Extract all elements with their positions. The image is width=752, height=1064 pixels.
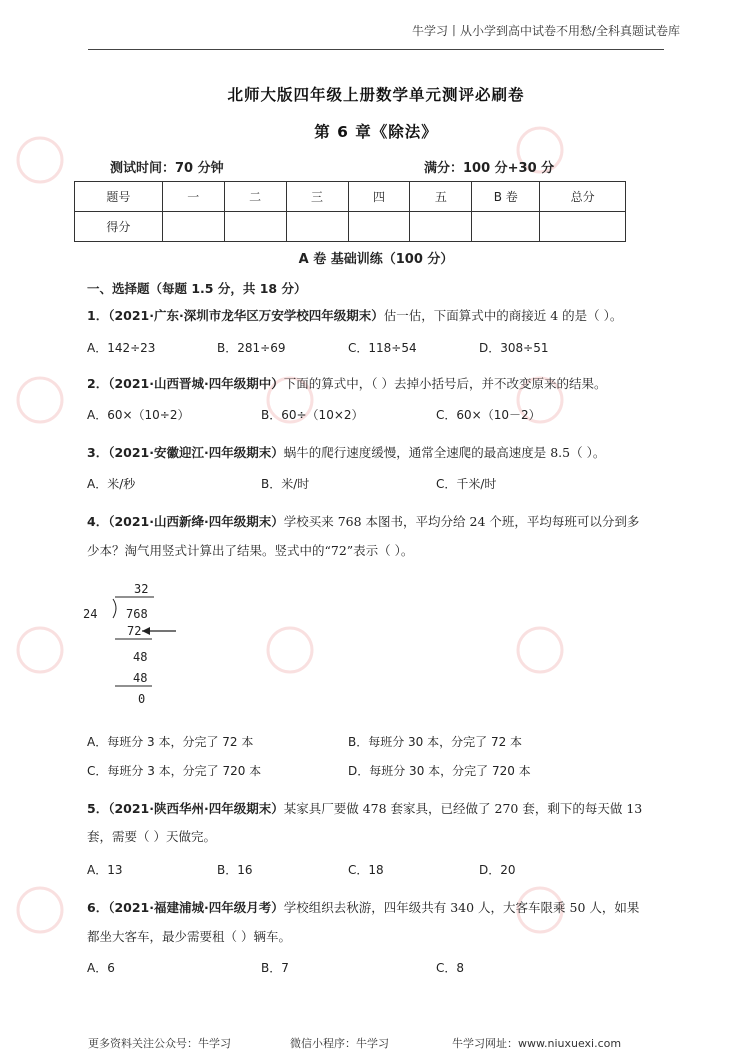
question-source: （2021·福建浦城·四年级月考） [108,900,284,915]
question-3 [87,443,677,463]
option-4c: C．每班分 3 本，分完了 720 本 [87,764,262,778]
watermark-logo-icon [18,378,62,422]
document-title: 北师大版四年级上册数学单元测评必刷卷 [227,86,525,104]
question-text: 下面的算式中，（ ）去掉小括号后，并不改变原来的结果。 [283,376,607,391]
score-table-score-row [75,212,626,242]
division-remainder-2: 0 [138,692,146,706]
question-text: 估一估，下面算式中的商接近 4 的是（ ）。 [383,308,623,323]
question-1 [87,306,677,326]
table-header-cell: 二 [224,182,286,212]
section-1-heading: 一、选择题（每题 1.5 分，共 18 分） [87,281,307,296]
division-partial-product-2: 48 [133,671,148,685]
option-2b: B．60÷（10×2） [261,408,364,422]
watermark-logo-icon [518,628,562,672]
watermark-logo-icon [268,628,312,672]
score-cell [410,212,472,242]
question-5 [87,799,677,819]
option-6b: B．7 [261,961,289,975]
full-score: 满分：100 分+30 分 [424,161,555,176]
question-number: 5． [87,801,109,816]
question-source: （2021·山西新绛·四年级期末） [108,514,284,529]
score-cell [286,212,348,242]
question-number: 2． [87,376,109,391]
question-text: 学校买来 768 本图书，平均分给 24 个班，平均每班可以分到多 [283,514,640,529]
division-quotient: 32 [134,582,149,596]
question-source: （2021·山西晋城·四年级期中） [108,376,284,391]
question-number: 4． [87,514,109,529]
chapter-title: 第 6 章《除法》 [314,123,438,141]
section-a-heading: A 卷 基础训练（100 分） [298,252,454,267]
question-number: 3． [87,445,109,460]
division-dividend: 768 [126,607,148,621]
option-2a: A．60×（10÷2） [87,408,190,422]
score-row-label: 得分 [75,212,163,242]
option-1c: C．118÷54 [348,341,417,355]
division-bracket [113,599,116,618]
table-header-cell: 总分 [540,182,626,212]
score-cell [540,212,626,242]
watermark-logo-icon [18,628,62,672]
option-4a: A．每班分 3 本，分完了 72 本 [87,735,254,749]
footer-wechat-account: 更多资料关注公众号：牛学习 [88,1037,231,1050]
question-5-line2: 套，需要（ ）天做完。 [87,829,216,844]
option-5b: B．16 [217,863,253,877]
option-1a: A．142÷23 [87,341,156,355]
watermark-logo-icon [18,888,62,932]
option-1b: B．281÷69 [217,341,286,355]
question-text: 蜗牛的爬行速度缓慢，通常全速爬的最高速度是 8.5（ ）。 [283,445,606,460]
watermark-logo-icon [18,138,62,182]
question-number: 1． [87,308,109,323]
question-4-line2: 少本？淘气用竖式计算出了结果。竖式中的“72”表示（ ）。 [87,543,414,558]
option-5a: A．13 [87,863,123,877]
table-header-cell: B 卷 [472,182,540,212]
question-6-line2: 都坐大客车，最少需要租（ ）辆车。 [87,929,291,944]
table-header-cell: 题号 [75,182,163,212]
header-text: 牛学习丨从小学到高中试卷不用愁/全科真题试卷库 [411,24,680,38]
question-source: （2021·安徽迎江·四年级期末） [108,445,284,460]
division-partial-product-1: 72 [127,624,142,638]
question-source: （2021·陕西华州·四年级期末） [108,801,284,816]
footer-mini-program: 微信小程序：牛学习 [290,1037,389,1050]
question-text: 某家具厂要做 478 套家具，已经做了 270 套，剩下的每天做 13 [283,801,643,816]
table-header-cell: 四 [348,182,410,212]
question-number: 6． [87,900,109,915]
option-2c: C．60×（10－2） [436,408,541,422]
option-4d: D．每班分 30 本，分完了 720 本 [348,764,531,778]
table-header-cell: 一 [162,182,224,212]
test-time: 测试时间：70 分钟 [110,161,224,176]
long-division-figure [80,580,210,710]
question-2 [87,374,677,394]
arrow-head-icon [142,627,150,635]
question-6 [87,898,677,918]
score-table-header-row [75,182,626,212]
option-5c: C．18 [348,863,384,877]
footer-website-link[interactable]: 牛学习网址：www.niuxuexi.com [452,1037,622,1050]
header-rule [88,49,664,50]
division-divisor: 24 [83,607,98,621]
option-6a: A．6 [87,961,115,975]
division-remainder-1: 48 [133,650,148,664]
score-cell [224,212,286,242]
option-6c: C．8 [436,961,465,975]
question-text: 学校组织去秋游，四年级共有 340 人，大客车限乘 50 人，如果 [283,900,640,915]
score-cell [348,212,410,242]
question-source: （2021·广东·深圳市龙华区万安学校四年级期末） [108,308,384,323]
score-cell [472,212,540,242]
option-3b: B．米/时 [261,477,310,491]
question-4 [87,512,677,532]
option-4b: B．每班分 30 本，分完了 72 本 [348,735,523,749]
table-header-cell: 三 [286,182,348,212]
option-3c: C．千米/时 [436,477,497,491]
score-table [74,181,626,242]
option-5d: D．20 [479,863,516,877]
option-1d: D．308÷51 [479,341,549,355]
option-3a: A．米/秒 [87,477,136,491]
score-cell [162,212,224,242]
table-header-cell: 五 [410,182,472,212]
